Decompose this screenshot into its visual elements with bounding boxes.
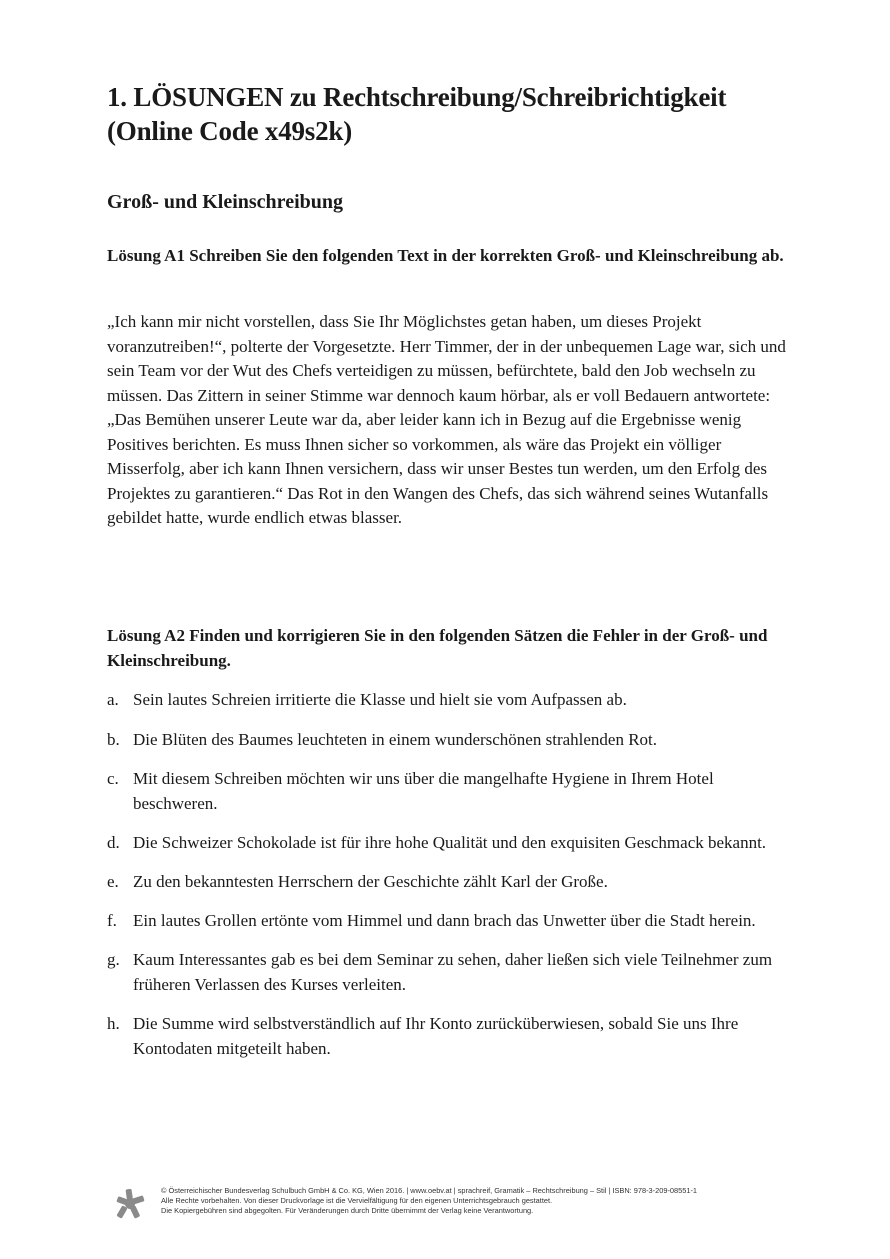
footer-copyright: © Österreichischer Bundesverlag Schulbuch GmbH & Co. KG, Wien 2016. | www.oebv.at | sprachreif, Gramatik – Rechtschreibung – Stil | ISBN: 978-3-209-08551-1 — [161, 1186, 698, 1195]
list-marker: d. — [107, 833, 120, 852]
list-item-text: Ein lautes Grollen ertönte vom Himmel und dann brach das Unwetter über die Stadt herein. — [133, 911, 756, 930]
oebv-asterisk-logo-icon — [115, 1188, 145, 1220]
footer-disclaimer: Die Kopiergebühren sind abgegolten. Für Veränderungen durch Dritte übernimmt der Verlag keine Verantwortung. — [161, 1206, 534, 1215]
list-item — [107, 947, 787, 997]
list-item — [107, 766, 787, 816]
list-item-text: Sein lautes Schreien irritierte die Klasse und hielt sie vom Aufpassen ab. — [133, 690, 627, 709]
list-marker: e. — [107, 872, 119, 891]
list-marker: f. — [107, 911, 117, 930]
list-item — [107, 727, 787, 752]
list-item-text: Zu den bekanntesten Herrschern der Geschichte zählt Karl der Große. — [133, 872, 608, 891]
list-marker: a. — [107, 690, 119, 709]
list-marker: b. — [107, 730, 120, 749]
list-item-text: Die Summe wird selbstverständlich auf Ihr Konto zurücküberwiesen, sobald Sie uns Ihre Kontodaten mitgeteilt haben. — [133, 1014, 739, 1058]
list-item — [107, 869, 787, 894]
task-a1-solution-text: „Ich kann mir nicht vorstellen, dass Sie Ihr Möglichstes getan haben, um dieses Projekt voranzutreiben!“, polterte der Vorgesetzte. Herr Timmer, der in der unbequemen Lage war, sich und sein Team vor der Wut des Chefs verteidigen zu müssen, befürchtete, bald den Job wechseln zu müssen. Das Zittern in seiner Stimme war dennoch kaum hörbar, als er voll Bedauern antwortete: „Das Bemühen unserer Leute war da, aber leider kann ich in Bezug auf die Ergebnisse wenig Positives berichten. Es muss Ihnen sicher so vorkommen, als wäre das Projekt ein völliger Misserfolg, aber ich kann Ihnen versichern, dass wir unser Bestes tun werden, um den Erfolg des Projektes zu garantieren.“ Das Rot in den Wangen des Chefs, das sich während seines Wutanfalls gebildet hatte, wurde endlich etwas blasser. — [107, 312, 786, 527]
page-title: 1. LÖSUNGEN zu Rechtschreibung/Schreibrichtigkeit (Online Code x49s2k) — [107, 82, 727, 146]
page-footer — [107, 1182, 787, 1232]
section-heading: Groß- und Kleinschreibung — [107, 191, 343, 213]
list-item — [107, 687, 787, 712]
list-item-text: Die Blüten des Baumes leuchteten in einem wunderschönen strahlenden Rot. — [133, 730, 658, 749]
list-marker: h. — [107, 1014, 120, 1033]
task-a1-heading: Lösung A1 Schreiben Sie den folgenden Text in der korrekten Groß- und Kleinschreibung ab. — [107, 246, 784, 265]
footer-text — [161, 1186, 801, 1216]
task-a2-heading: Lösung A2 Finden und korrigieren Sie in den folgenden Sätzen die Fehler in der Groß- und Kleinschreibung. — [107, 626, 768, 670]
list-item-text: Die Schweizer Schokolade ist für ihre hohe Qualität und den exquisiten Geschmack bekannt. — [133, 833, 767, 852]
list-item — [107, 1011, 787, 1061]
list-item — [107, 908, 787, 933]
list-marker: g. — [107, 950, 120, 969]
list-marker: c. — [107, 769, 119, 788]
list-item — [107, 830, 787, 855]
footer-rights: Alle Rechte vorbehalten. Von dieser Druckvorlage ist die Vervielfältigung für den eigenen Unterrichtsgebrauch gestattet. — [161, 1196, 553, 1205]
list-item-text: Mit diesem Schreiben möchten wir uns über die mangelhafte Hygiene in Ihrem Hotel beschweren. — [133, 769, 714, 813]
task-a2-solution-list — [107, 687, 787, 1061]
list-item-text: Kaum Interessantes gab es bei dem Seminar zu sehen, daher ließen sich viele Teilnehmer zum früheren Verlassen des Kurses verleiten. — [133, 950, 773, 994]
